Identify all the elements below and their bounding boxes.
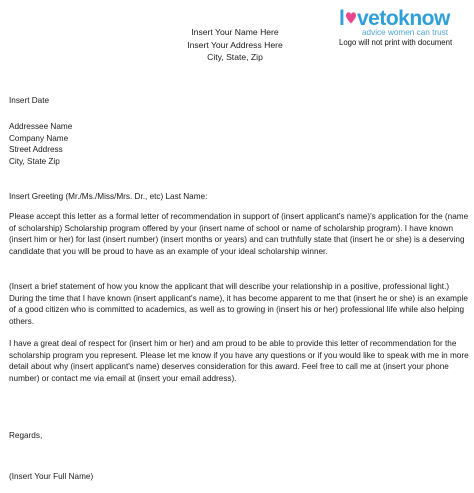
svg-text:l: l (339, 7, 345, 30)
sender-block (150, 26, 320, 64)
paragraph-text: (Insert a brief statement of how you know the applicant that will describe your relationship in a positive, professional light.) During the time that I have known (insert applicant's name), it has become apparent to me that (insert he or she) is an example of a good citizen who is committed to academics, as well as to growing in (insert his or her) professional life while also helping others. (9, 282, 468, 326)
greeting-line (9, 191, 469, 203)
signature: (Insert Your Full Name) (9, 472, 94, 481)
sender-city-state-zip: City, State, Zip (207, 52, 263, 62)
addressee-block (9, 121, 469, 167)
letter-date: Insert Date (9, 96, 50, 105)
addressee-company: Company Name (9, 133, 69, 143)
sender-address: Insert Your Address Here (187, 39, 283, 50)
paragraph-text: Please accept this letter as a formal letter of recommendation in support of (insert applicant's name)'s application for the (name of scholarship) Scholarship program offered by your (insert name of school or name of scholarship program). I have known (insert him or her) for last (insert number) (insert months or years) and can truthfully state that (insert he or she) is a deserving candidate that you will be proud to have as an example of your ideal scholarship winner. (9, 212, 469, 256)
addressee-street: Street Address (9, 145, 63, 155)
svg-text:vetoknow: vetoknow (357, 7, 450, 30)
paragraph-2 (9, 281, 469, 327)
greeting: Insert Greeting (Mr./Ms./Miss/Mrs. Dr., etc) Last Name: (9, 192, 208, 201)
signature-line (9, 471, 469, 483)
logo-print-note: Logo will not print with document (339, 38, 453, 47)
addressee-city-state-zip: City, State Zip (9, 156, 60, 166)
paragraph-3 (9, 338, 469, 384)
date-line (9, 95, 469, 107)
svg-text:advice women can trust: advice women can trust (362, 28, 449, 37)
closing-line (9, 430, 469, 442)
closing: Regards, (9, 431, 43, 440)
sender-name: Insert Your Name Here (191, 27, 279, 37)
paragraph-text: I have a great deal of respect for (insert him or her) and am proud to be able to provide this letter of recommendation for the scholarship program you represent. Please let me know if you have any questions or if you would like to speak with me in more detail about why (insert applicant's name) deserves consideration for this award. Feel free to call me at (insert your phone number) or contact me via email at (insert your email address). (9, 339, 469, 383)
paragraph-1 (9, 211, 469, 257)
addressee-name: Addressee Name (9, 122, 73, 131)
